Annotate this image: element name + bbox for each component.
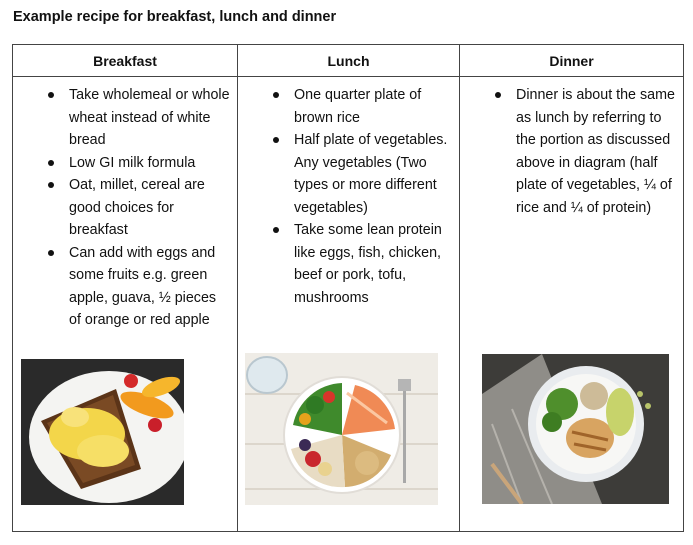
list-item: Half plate of vegetables. Any vegetables (Two types or more different vegetables) xyxy=(238,129,453,219)
list-item: Low GI milk formula xyxy=(13,152,231,175)
lunch-photo xyxy=(245,353,438,505)
breakfast-photo xyxy=(21,359,184,505)
lunch-list xyxy=(238,84,453,309)
dinner-list xyxy=(460,84,677,219)
list-item: Take some lean protein like eggs, fish, chicken, beef or pork, tofu, mushrooms xyxy=(238,219,453,309)
list-item: Oat, millet, cereal are good choices for breakfast xyxy=(13,174,231,242)
list-item: Dinner is about the same as lunch by referring to the portion as discussed above in diagram (half plate of vegetables, ¼ of rice and ¼ of protein) xyxy=(460,84,677,219)
header-row xyxy=(13,45,684,77)
lunch-cell xyxy=(238,77,460,532)
header-dinner: Dinner xyxy=(460,45,684,77)
dinner-cell xyxy=(460,77,684,532)
breakfast-list xyxy=(13,84,231,332)
header-breakfast: Breakfast xyxy=(13,45,238,77)
content-row xyxy=(13,77,684,532)
breakfast-cell xyxy=(13,77,238,532)
dinner-photo xyxy=(482,354,669,504)
list-item: Can add with eggs and some fruits e.g. green apple, guava, ½ pieces of orange or red apple xyxy=(13,242,231,332)
recipe-table xyxy=(12,44,684,532)
list-item: Take wholemeal or whole wheat instead of white bread xyxy=(13,84,231,152)
page-title: Example recipe for breakfast, lunch and dinner xyxy=(13,9,337,25)
list-item: One quarter plate of brown rice xyxy=(238,84,453,129)
header-lunch: Lunch xyxy=(238,45,460,77)
